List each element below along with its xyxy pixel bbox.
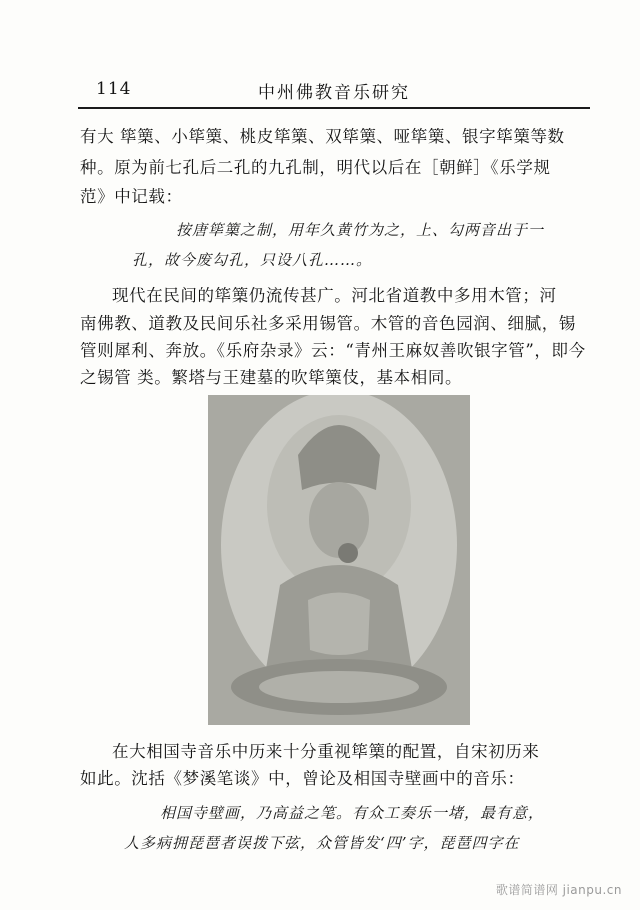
paragraph-line: 现代在民间的筚篥仍流传甚广。河北省道教中多用木管；河 [112,286,557,305]
paragraph-line: 管则犀利、奔放。《乐府杂录》云：“青州王麻奴善吹银字管”，即今 [80,341,586,360]
paragraph-line: 种。原为前七孔后二孔的九孔制，明代以后在［朝鲜］《乐学规 [80,158,551,177]
paragraph-line: 如此。沈括《梦溪笔谈》中，曾论及相国寺壁画中的音乐： [80,769,525,788]
paragraph-line: 范》中记载： [80,187,183,206]
quote-line: 人多病拥琵琶者误拨下弦，众管皆发‘四’字，琵琶四字在 [124,834,520,852]
paragraph-line: 南佛教、道教及民间乐社多采用锡管。木管的音色园润、细腻，锡 [80,314,576,333]
quote-line: 相国寺壁画，乃高益之笔。有众工奏乐一堵，最有意， [160,804,545,822]
paragraph-line: 在大相国寺音乐中历来十分重视筚篥的配置，自宋初历来 [112,742,540,761]
page-number: 114 [96,79,132,99]
paragraph-line: 有大 筚篥、小筚篥、桃皮筚篥、双筚篥、哑筚篥、银字筚篥等数 [80,127,565,146]
buddha-relief-image [208,395,470,725]
quote-line: 孔，故今废勾孔，只设八孔……。 [132,251,373,269]
buddha-relief-icon [208,395,470,725]
watermark: 歌谱简谱网 jianpu.cn [495,883,622,897]
running-title: 中州佛教音乐研究 [258,83,410,103]
header-rule [78,107,590,109]
quote-line: 按唐筚篥之制，用年久黄竹为之，上、勾两音出于一 [176,221,545,239]
page-header [78,76,588,104]
paragraph-line: 之锡管 类。繁塔与王建墓的吹筚篥伎，基本相同。 [80,368,463,387]
